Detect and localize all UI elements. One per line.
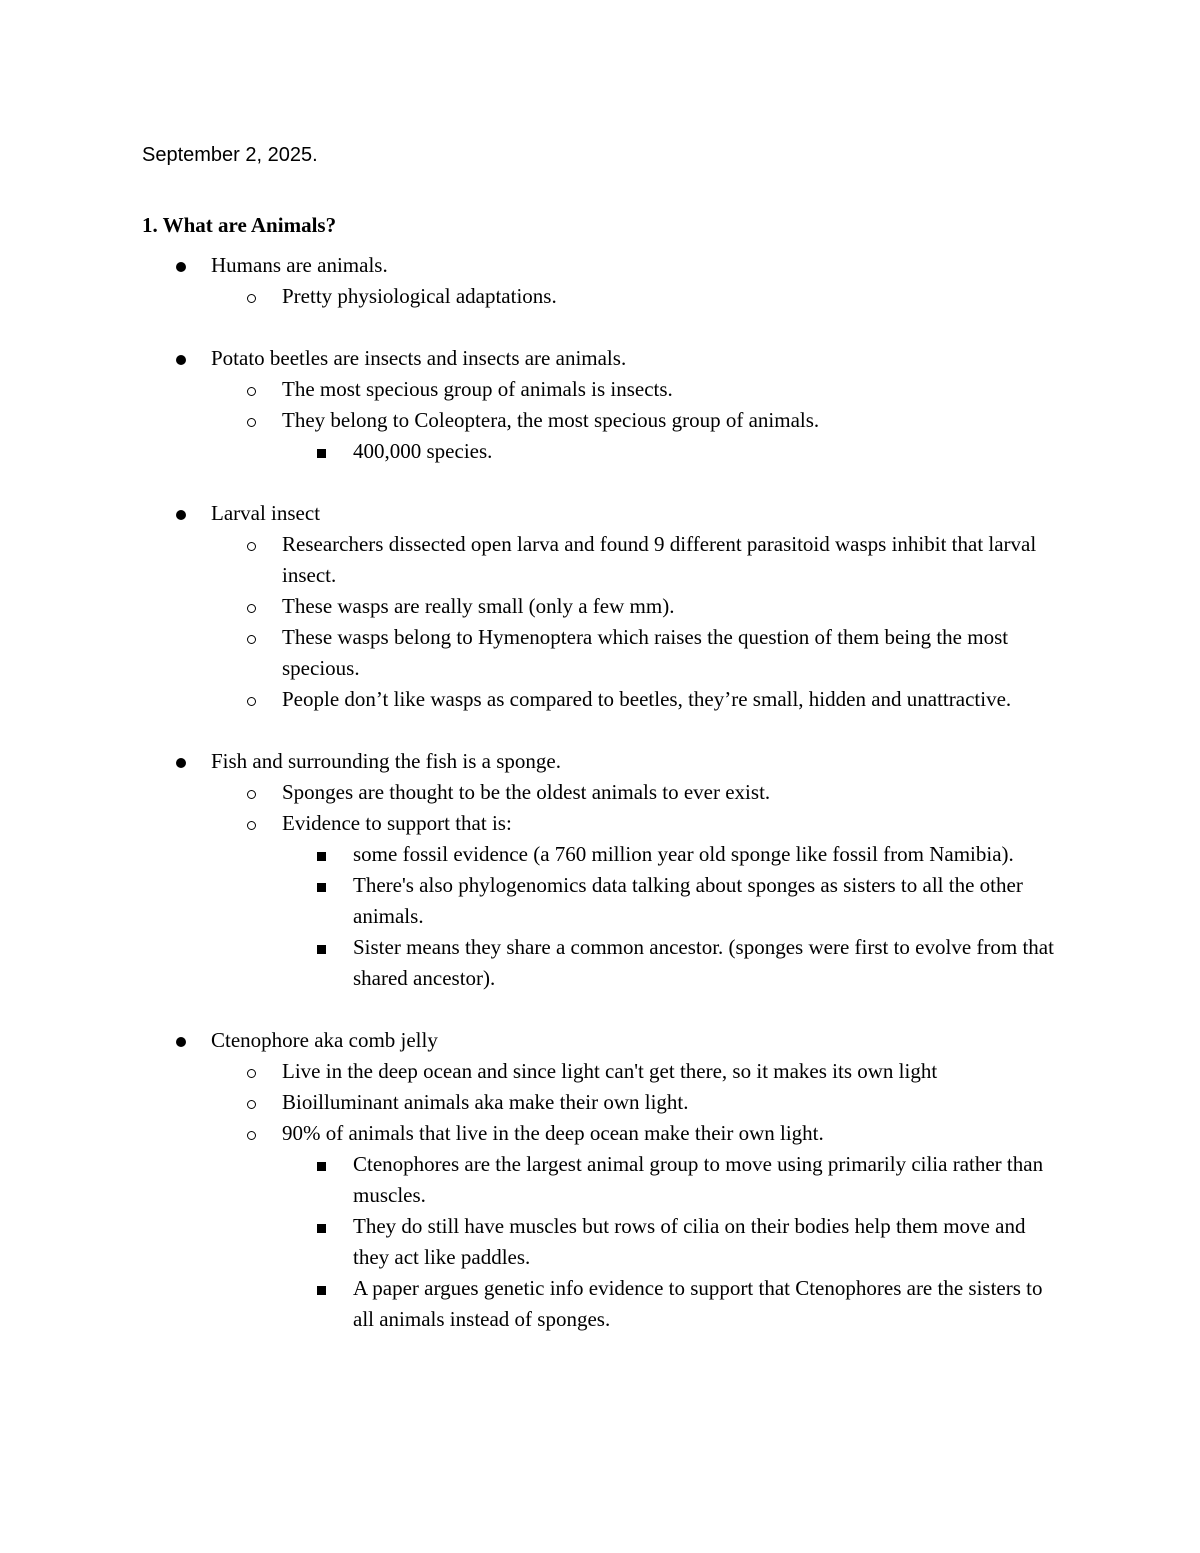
bullet-item-level-2 xyxy=(0,1056,1062,1087)
bullet-item-level-2 xyxy=(0,808,1062,839)
bullet-text: Potato beetles are insects and insects are animals. xyxy=(211,346,627,370)
notes-list xyxy=(0,250,1200,1335)
bullet-text: Larval insect xyxy=(211,501,321,525)
bullet-circle-icon xyxy=(247,808,256,839)
bullet-circle-icon xyxy=(247,374,256,405)
bullet-dot-icon xyxy=(176,250,186,281)
section-heading: 1. What are Animals? xyxy=(142,213,337,237)
bullet-item-level-2 xyxy=(0,405,1062,436)
bullet-circle-icon xyxy=(247,1056,256,1087)
bullet-text: 90% of animals that live in the deep ocean make their own light. xyxy=(282,1121,824,1145)
bullet-item-level-3 xyxy=(0,1211,1063,1273)
bullet-text: Fish and surrounding the fish is a sponge. xyxy=(211,749,561,773)
bullet-square-icon xyxy=(317,870,326,901)
bullet-text: Researchers dissected open larva and found 9 different parasitoid wasps inhibit that larval insect. xyxy=(282,532,1037,587)
bullet-dot-icon xyxy=(176,343,186,374)
bullet-text: 400,000 species. xyxy=(353,439,493,463)
bullet-text: Evidence to support that is: xyxy=(282,811,512,835)
bullet-text: Sponges are thought to be the oldest animals to ever exist. xyxy=(282,780,771,804)
bullet-item-level-3 xyxy=(0,839,1063,870)
bullet-circle-icon xyxy=(247,591,256,622)
bullet-item-level-2 xyxy=(0,684,1062,715)
bullet-dot-icon xyxy=(176,1025,186,1056)
bullet-circle-icon xyxy=(247,405,256,436)
bullet-item-level-1 xyxy=(0,250,1061,281)
bullet-item-level-3 xyxy=(0,870,1063,932)
bullet-text: A paper argues genetic info evidence to support that Ctenophores are the sisters to all animals instead of sponges. xyxy=(353,1276,1043,1331)
bullet-text: Humans are animals. xyxy=(211,253,388,277)
notes-block xyxy=(0,1025,1200,1335)
bullet-text: The most specious group of animals is insects. xyxy=(282,377,673,401)
bullet-square-icon xyxy=(317,932,326,963)
bullet-item-level-3 xyxy=(0,1273,1063,1335)
bullet-item-level-2 xyxy=(0,374,1062,405)
bullet-circle-icon xyxy=(247,684,256,715)
bullet-text: These wasps are really small (only a few mm). xyxy=(282,594,675,618)
bullet-square-icon xyxy=(317,1211,326,1242)
bullet-item-level-1 xyxy=(0,1025,1061,1056)
notes-block xyxy=(0,250,1200,312)
bullet-text: They belong to Coleoptera, the most specious group of animals. xyxy=(282,408,820,432)
bullet-text: People don’t like wasps as compared to beetles, they’re small, hidden and unattractive. xyxy=(282,687,1012,711)
bullet-item-level-2 xyxy=(0,1118,1062,1149)
bullet-text: some fossil evidence (a 760 million year old sponge like fossil from Namibia). xyxy=(353,842,1014,866)
bullet-item-level-2 xyxy=(0,622,1062,684)
note-date: September 2, 2025. xyxy=(142,144,318,166)
bullet-item-level-2 xyxy=(0,777,1062,808)
bullet-dot-icon xyxy=(176,498,186,529)
bullet-circle-icon xyxy=(247,1118,256,1149)
bullet-item-level-2 xyxy=(0,1087,1062,1118)
bullet-item-level-3 xyxy=(0,932,1063,994)
bullet-text: Bioilluminant animals aka make their own light. xyxy=(282,1090,689,1114)
bullet-circle-icon xyxy=(247,529,256,560)
bullet-circle-icon xyxy=(247,1087,256,1118)
bullet-dot-icon xyxy=(176,746,186,777)
notes-block xyxy=(0,343,1200,467)
bullet-circle-icon xyxy=(247,281,256,312)
bullet-item-level-3 xyxy=(0,1149,1063,1211)
bullet-item-level-3 xyxy=(0,436,1063,467)
notes-block xyxy=(0,498,1200,715)
bullet-text: Pretty physiological adaptations. xyxy=(282,284,557,308)
bullet-square-icon xyxy=(317,1273,326,1304)
bullet-square-icon xyxy=(317,436,326,467)
bullet-square-icon xyxy=(317,1149,326,1180)
bullet-text: Sister means they share a common ancestor. (sponges were first to evolve from that shared ancestor). xyxy=(353,935,1054,990)
bullet-text: Ctenophores are the largest animal group to move using primarily cilia rather than muscles. xyxy=(353,1152,1044,1207)
bullet-item-level-1 xyxy=(0,498,1061,529)
bullet-text: Live in the deep ocean and since light can't get there, so it makes its own light xyxy=(282,1059,938,1083)
bullet-text: These wasps belong to Hymenoptera which raises the question of them being the most specious. xyxy=(282,625,1009,680)
bullet-text: They do still have muscles but rows of cilia on their bodies help them move and they act like paddles. xyxy=(353,1214,1026,1269)
bullet-circle-icon xyxy=(247,622,256,653)
notes-block xyxy=(0,746,1200,994)
bullet-text: There's also phylogenomics data talking about sponges as sisters to all the other animals. xyxy=(353,873,1023,928)
bullet-item-level-2 xyxy=(0,529,1062,591)
bullet-item-level-2 xyxy=(0,591,1062,622)
bullet-item-level-1 xyxy=(0,343,1061,374)
bullet-circle-icon xyxy=(247,777,256,808)
bullet-item-level-2 xyxy=(0,281,1062,312)
bullet-square-icon xyxy=(317,839,326,870)
bullet-item-level-1 xyxy=(0,746,1061,777)
bullet-text: Ctenophore aka comb jelly xyxy=(211,1028,438,1052)
